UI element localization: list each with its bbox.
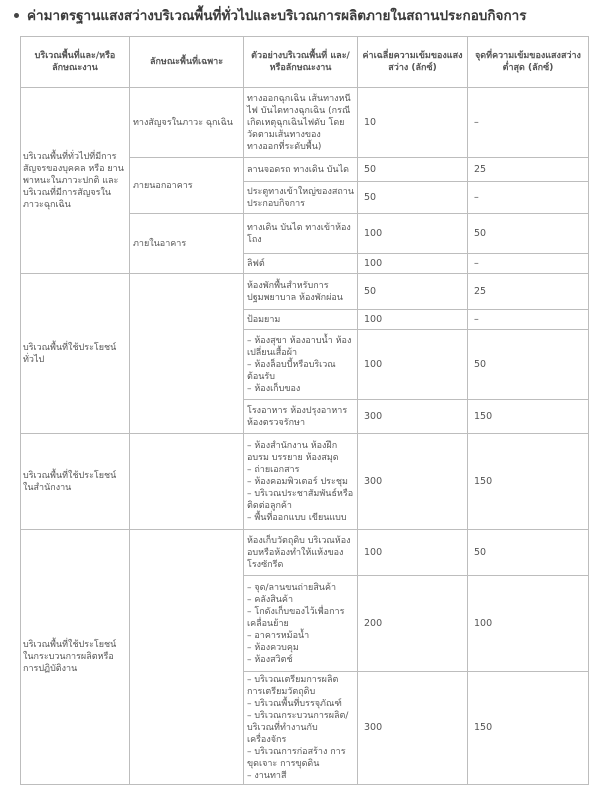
example-cell: ลิฟต์ xyxy=(244,254,358,274)
average-lux-cell: 50 xyxy=(358,182,468,214)
minimum-lux-cell: 25 xyxy=(468,274,589,310)
minimum-lux-cell: 150 xyxy=(468,672,589,785)
example-cell: โรงอาหาร ห้องปรุงอาหาร ห้องตรวจรักษา xyxy=(244,400,358,434)
table-row xyxy=(21,530,589,576)
header-average-lux: ค่าเฉลี่ยความเข้มของแสงสว่าง (ลักซ์) xyxy=(358,37,468,88)
subarea-cell: ทางสัญจรในภาวะ ฉุกเฉิน xyxy=(130,88,244,158)
average-lux-cell: 10 xyxy=(358,88,468,158)
average-lux-cell: 300 xyxy=(358,672,468,785)
example-cell: – ห้องสำนักงาน ห้องฝึกอบรม บรรยาย ห้องสมุด – ถ่ายเอกสาร – ห้องคอมพิวเตอร์ ประชุม – บริเวณประชาสัมพันธ์หรือติดต่อลูกค้า – พื้นที่ออกแบบ เขียนแบบ xyxy=(244,434,358,530)
subarea-cell xyxy=(130,274,244,434)
minimum-lux-cell: 25 xyxy=(468,158,589,182)
average-lux-cell: 100 xyxy=(358,254,468,274)
average-lux-cell: 200 xyxy=(358,576,468,672)
header-area: บริเวณพื้นที่และ/หรือ ลักษณะงาน xyxy=(21,37,130,88)
minimum-lux-cell: – xyxy=(468,88,589,158)
average-lux-cell: 300 xyxy=(358,400,468,434)
average-lux-cell: 100 xyxy=(358,530,468,576)
example-cell: ประตูทางเข้าใหญ่ของสถานประกอบกิจการ xyxy=(244,182,358,214)
table-row xyxy=(21,88,589,158)
header-row xyxy=(21,37,589,88)
area-cell: บริเวณพื้นที่ทั่วไปที่มีการสัญจรของบุคคล หรือ ยานพาหนะในภาวะปกติ และบริเวณที่มีการสัญจรในภาวะฉุกเฉิน xyxy=(21,88,130,274)
average-lux-cell: 50 xyxy=(358,274,468,310)
example-cell: ป้อมยาม xyxy=(244,310,358,330)
average-lux-cell: 50 xyxy=(358,158,468,182)
minimum-lux-cell: 50 xyxy=(468,330,589,400)
area-cell: บริเวณพื้นที่ใช้ประโยชน์ในสำนักงาน xyxy=(21,434,130,530)
example-cell: ลานจอดรถ ทางเดิน บันได xyxy=(244,158,358,182)
example-cell: – บริเวณเตรียมการผลิต การเตรียมวัตถุดิบ – บริเวณพื้นที่บรรจุภัณฑ์ – บริเวณกระบวนการผลิต/บริเวณที่ทำงานกับเครื่องจักร – บริเวณการก่อสร้าง การขุดเจาะ การขุดดิน – งานทาสี xyxy=(244,672,358,785)
area-cell: บริเวณพื้นที่ใช้ประโยชน์ทั่วไป xyxy=(21,274,130,434)
average-lux-cell: 100 xyxy=(358,214,468,254)
minimum-lux-cell: – xyxy=(468,310,589,330)
header-minimum-lux: จุดที่ความเข้มของแสงสว่างต่ำสุด (ลักซ์) xyxy=(468,37,589,88)
minimum-lux-cell: 150 xyxy=(468,400,589,434)
minimum-lux-cell: 100 xyxy=(468,576,589,672)
table-row xyxy=(21,434,589,530)
subarea-cell: ภายในอาคาร xyxy=(130,214,244,274)
subarea-cell: ภายนอกอาคาร xyxy=(130,158,244,214)
lighting-standards-table xyxy=(20,36,589,785)
minimum-lux-cell: – xyxy=(468,254,589,274)
table-row xyxy=(21,274,589,310)
header-subarea: ลักษณะพื้นที่เฉพาะ xyxy=(130,37,244,88)
example-cell: ทางออกฉุกเฉิน เส้นทางหนีไฟ บันไดทางฉุกเฉิน (กรณีเกิดเหตุฉุกเฉินไฟดับ โดยวัดตามเส้นทางของ ทางออกที่ระดับพื้น) xyxy=(244,88,358,158)
area-cell: บริเวณพื้นที่ใช้ประโยชน์ในกระบวนการผลิตหรือการปฏิบัติงาน xyxy=(21,530,130,785)
example-cell: ห้องเก็บวัตถุดิบ บริเวณห้องอบหรือห้องทำให้แห้งของโรงซักรีด xyxy=(244,530,358,576)
average-lux-cell: 100 xyxy=(358,310,468,330)
title-text: ค่ามาตรฐานแสงสว่างบริเวณพื้นที่ทั่วไปและบริเวณการผลิตภายในสถานประกอบกิจการ xyxy=(27,8,527,24)
minimum-lux-cell: 150 xyxy=(468,434,589,530)
page-title xyxy=(10,6,590,26)
bullet-icon xyxy=(14,13,19,18)
minimum-lux-cell: – xyxy=(468,182,589,214)
example-cell: – ห้องสุขา ห้องอาบน้ำ ห้องเปลี่ยนเสื้อผ้า – ห้องล็อบบี้หรือบริเวณต้อนรับ – ห้องเก็บของ xyxy=(244,330,358,400)
minimum-lux-cell: 50 xyxy=(468,530,589,576)
example-cell: ห้องพักพื้นสำหรับการปฐมพยาบาล ห้องพักผ่อน xyxy=(244,274,358,310)
example-cell: – จุด/ลานขนถ่ายสินค้า – คลังสินค้า – โกดังเก็บของไว้เพื่อการเคลื่อนย้าย – อาคารหม้อน้ำ – ห้องควบคุม – ห้องสวิตช์ xyxy=(244,576,358,672)
average-lux-cell: 300 xyxy=(358,434,468,530)
minimum-lux-cell: 50 xyxy=(468,214,589,254)
average-lux-cell: 100 xyxy=(358,330,468,400)
subarea-cell xyxy=(130,434,244,530)
subarea-cell xyxy=(130,530,244,785)
header-example: ตัวอย่างบริเวณพื้นที่ และ/หรือลักษณะงาน xyxy=(244,37,358,88)
example-cell: ทางเดิน บันได ทางเข้าห้องโถง xyxy=(244,214,358,254)
